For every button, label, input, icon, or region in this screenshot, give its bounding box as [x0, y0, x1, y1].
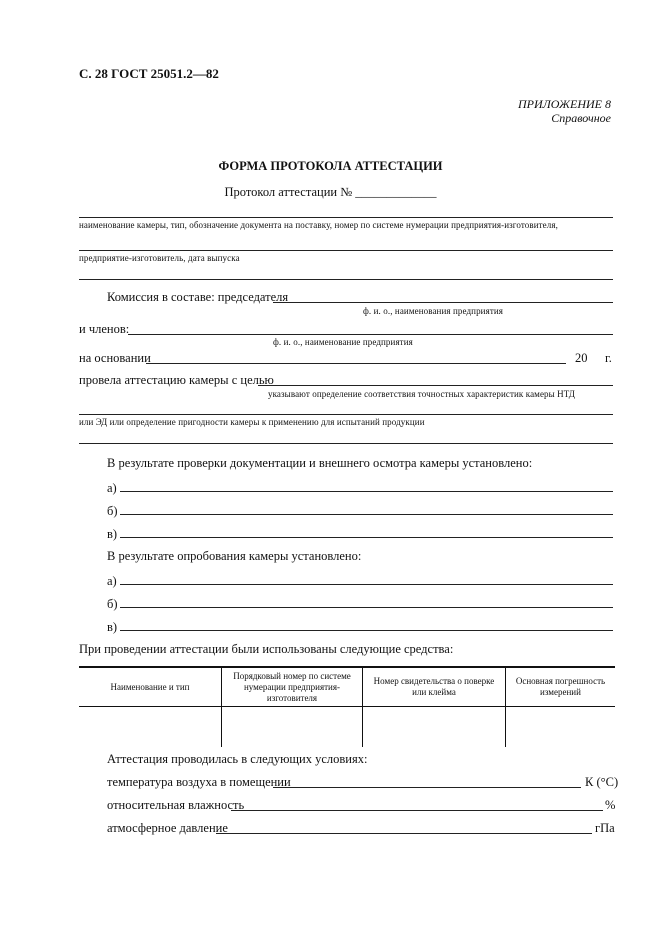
means-heading: При проведении аттестации были использованы следующие средства: [79, 642, 454, 656]
cell-certificate[interactable] [363, 707, 506, 748]
purpose-line-2 [79, 414, 613, 415]
testing-line-b [120, 607, 613, 608]
temp-line [273, 787, 581, 788]
col-name: Наименование и тип [110, 681, 190, 692]
members-label: и членов: [79, 322, 130, 336]
pressure-label: атмосферное давление [107, 821, 228, 835]
cell-name[interactable] [79, 707, 222, 748]
caption-manufacturer: предприятие-изготовитель, дата выпуска [79, 253, 240, 263]
caption-purpose-1: указывают определение соответствия точностных характеристик камеры НТД [268, 389, 576, 399]
inspection-item-a: а) [107, 481, 117, 495]
testing-line-a [120, 584, 613, 585]
caption-purpose-2: или ЭД или определение пригодности камеры к применению для испытаний продукции [79, 417, 425, 427]
col-certificate: Номер свидетельства о поверке или клейма [363, 667, 506, 707]
purpose-line-3 [79, 443, 613, 444]
appendix-title: ПРИЛОЖЕНИЕ 8 [518, 97, 611, 111]
humidity-line [231, 810, 603, 811]
year-prefix: 20 [575, 351, 588, 365]
members-line [128, 334, 613, 335]
testing-item-c: в) [107, 620, 118, 634]
inspection-item-c: в) [107, 527, 118, 541]
inspection-heading: В результате проверки документации и внешнего осмотра камеры установлено: [107, 456, 533, 470]
appendix-subtitle: Справочное [551, 111, 611, 125]
purpose-label: провела аттестацию камеры с целью [79, 373, 274, 387]
inspection-line-c [120, 537, 613, 538]
testing-line-c [120, 630, 613, 631]
humidity-unit: % [605, 798, 616, 812]
pressure-unit: гПа [595, 821, 615, 835]
page-header: С. 28 ГОСТ 25051.2—82 [79, 66, 219, 81]
protocol-number-field: Протокол аттестации № _____________ [224, 185, 437, 199]
caption-chair: ф. и. о., наименования предприятия [363, 306, 504, 316]
form-title: ФОРМА ПРОТОКОЛА АТТЕСТАЦИИ [218, 159, 443, 173]
caption-camera: наименование камеры, тип, обозначение документа на поставку, номер по системе нумерации предприятия-изготовителя, [79, 220, 558, 230]
testing-heading: В результате опробования камеры установлено: [107, 549, 362, 563]
inspection-line-b [120, 514, 613, 515]
caption-members: ф. и. о., наименование предприятия [273, 337, 413, 347]
humidity-label: относительная влажность [107, 798, 245, 812]
chair-line [273, 302, 613, 303]
extra-line [79, 279, 613, 280]
inspection-line-a [120, 491, 613, 492]
year-suffix: г. [605, 351, 612, 365]
temp-unit: К (°С) [585, 775, 619, 789]
camera-line [79, 217, 613, 218]
col-error: Основная погрешность измерений [506, 667, 616, 707]
purpose-line [258, 385, 613, 386]
cell-serial[interactable] [222, 707, 363, 748]
basis-line [146, 363, 566, 364]
appendix-label [518, 97, 611, 125]
manufacturer-line [79, 250, 613, 251]
cell-error[interactable] [506, 707, 616, 748]
pressure-line [216, 833, 592, 834]
means-table [79, 666, 615, 747]
testing-item-b: б) [107, 597, 118, 611]
table-row [79, 707, 615, 748]
testing-item-a: а) [107, 574, 117, 588]
inspection-item-b: б) [107, 504, 118, 518]
commission-label: Комиссия в составе: председателя [107, 290, 289, 304]
basis-label: на основании [79, 351, 151, 365]
conditions-heading: Аттестация проводилась в следующих условиях: [107, 752, 368, 766]
temp-label: температура воздуха в помещении [107, 775, 291, 789]
col-serial: Порядковый номер по системе нумерации предприятия-изготовителя [222, 667, 363, 707]
